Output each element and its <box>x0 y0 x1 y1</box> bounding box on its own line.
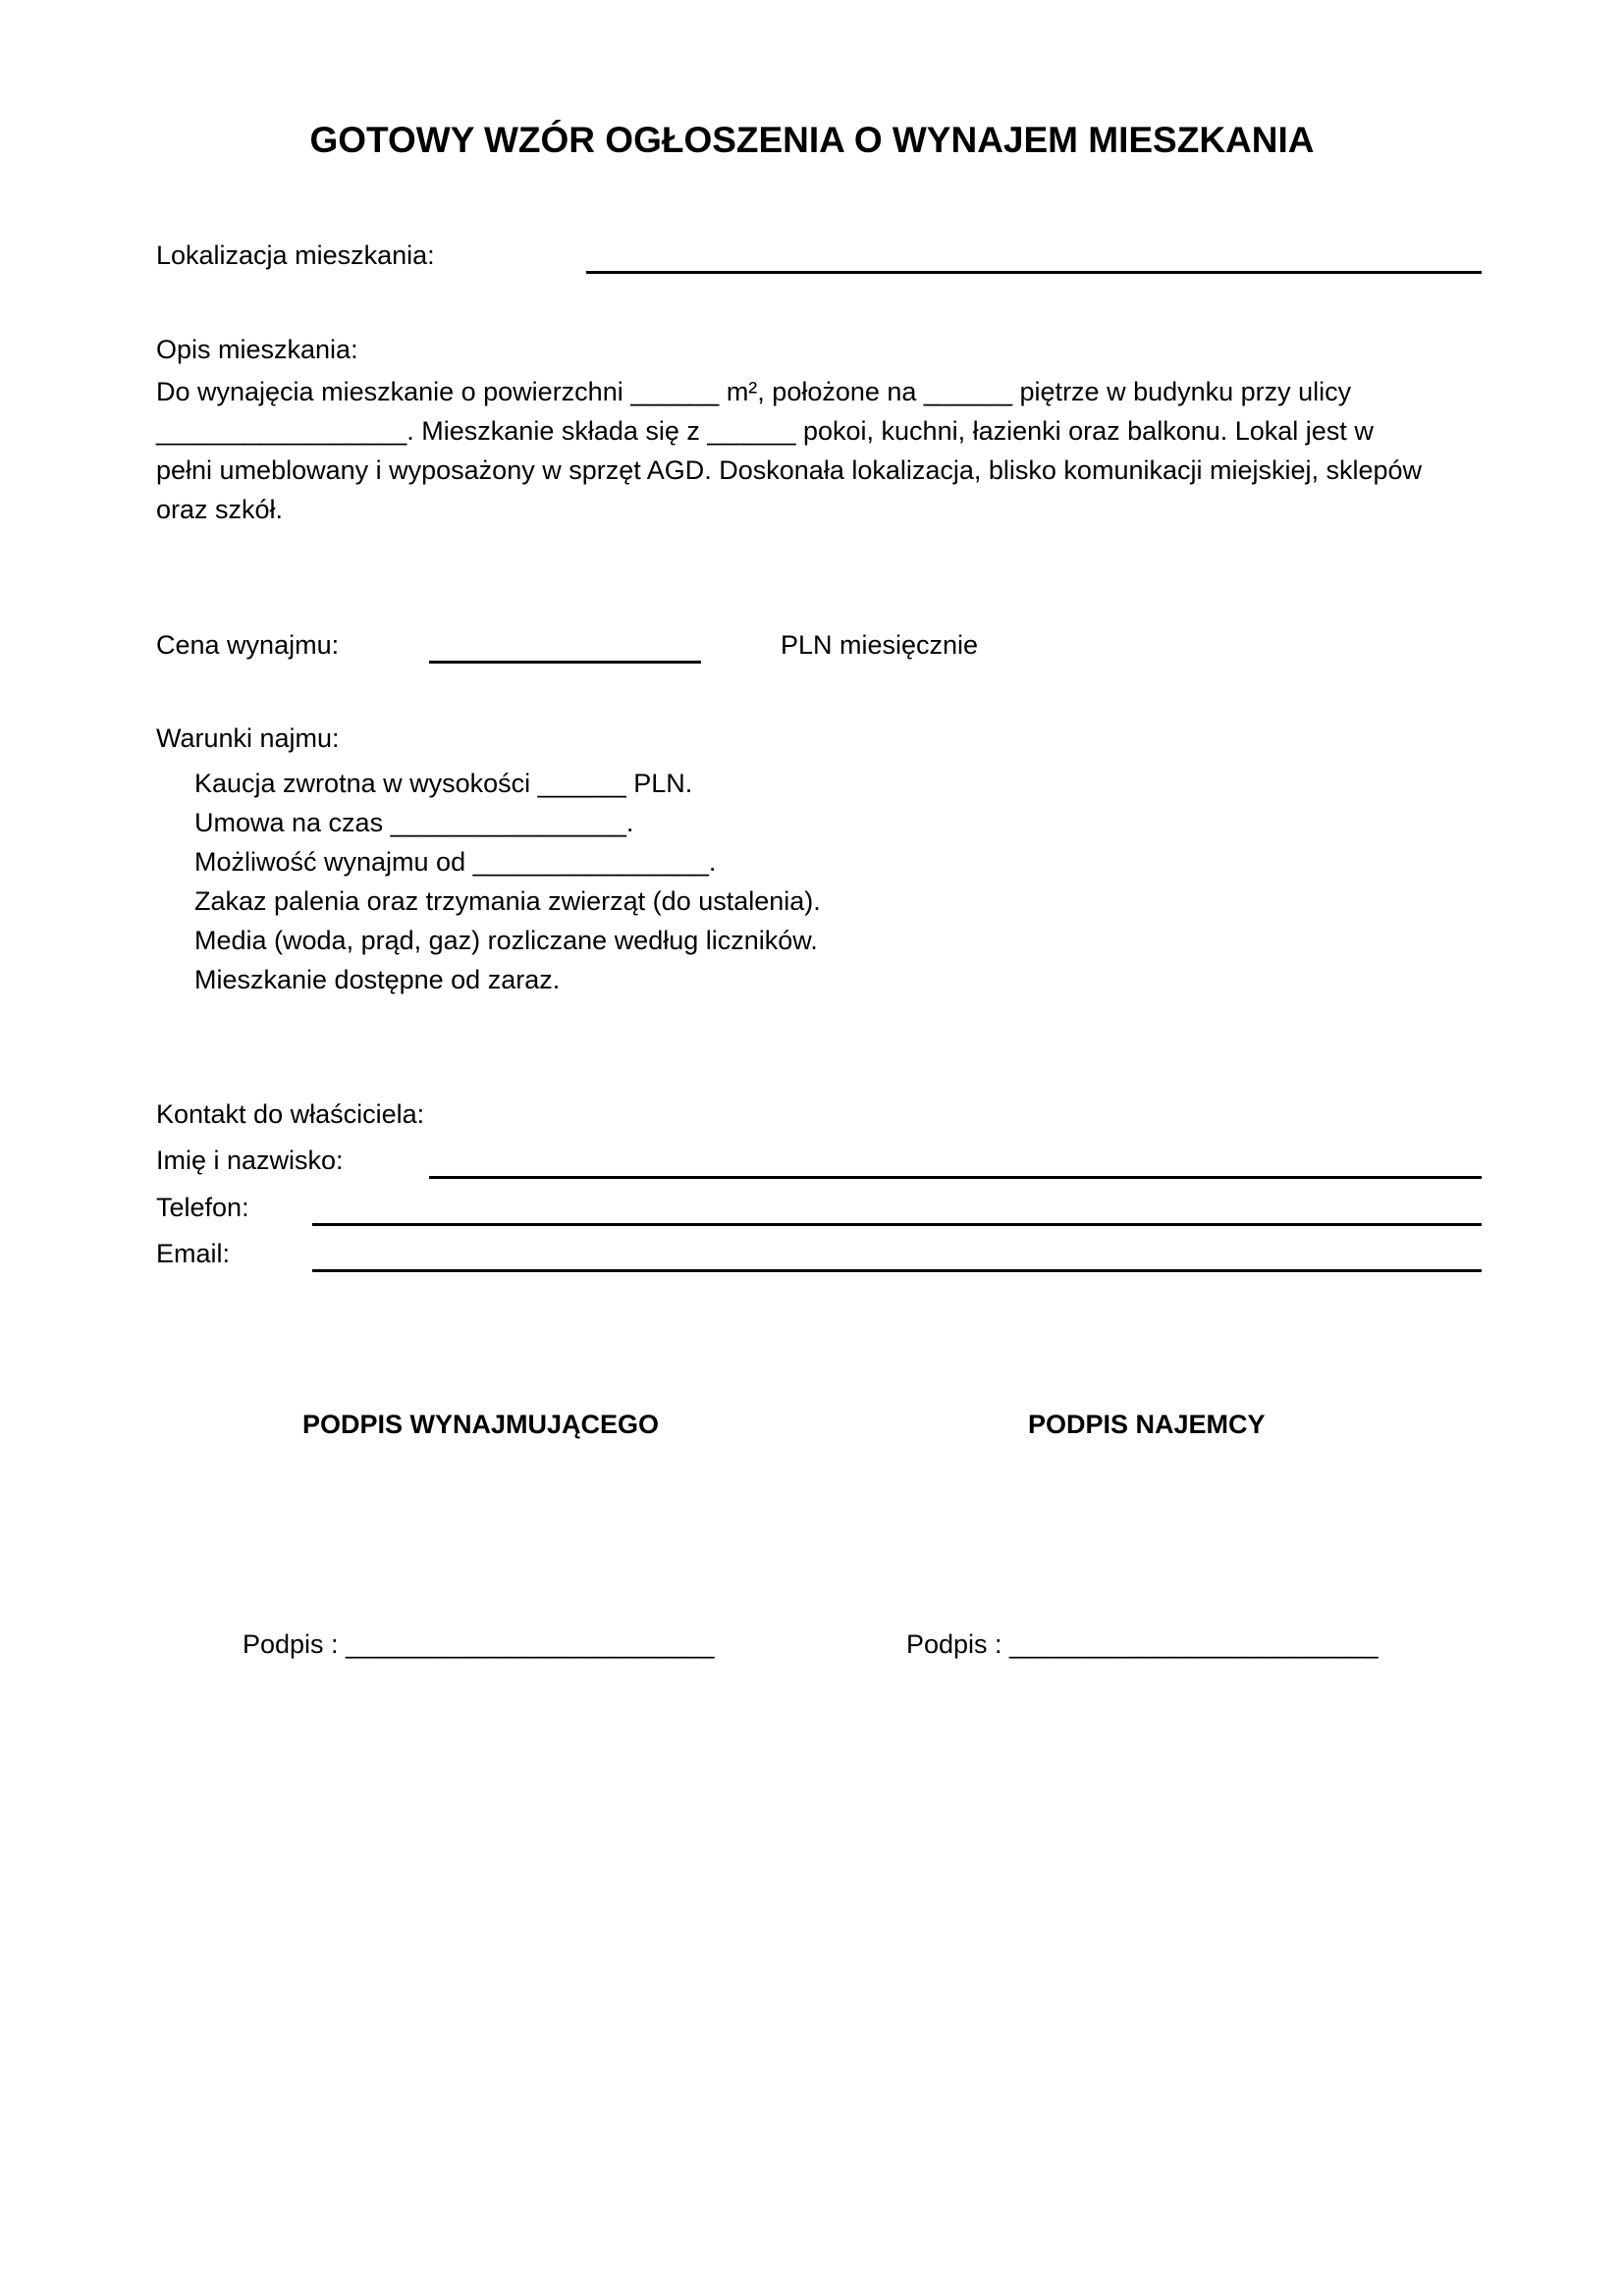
description-line: Do wynajęcia mieszkanie o powierzchni ______ m², położone na ______ piętrze w budynku przy ulicy <box>156 377 1352 406</box>
location-label: Lokalizacja mieszkania: <box>156 240 435 270</box>
tenant-signature-line[interactable]: Podpis : _________________________ <box>906 1629 1379 1659</box>
price-field-line[interactable] <box>429 661 701 664</box>
condition-item: Możliwość wynajmu od ________________. <box>194 847 717 877</box>
conditions-list <box>194 764 821 999</box>
condition-item: Zakaz palenia oraz trzymania zwierząt (do ustalenia). <box>194 886 821 916</box>
condition-item: Mieszkanie dostępne od zaraz. <box>194 965 561 994</box>
conditions-heading: Warunki najmu: <box>156 723 340 753</box>
description-line: oraz szkół. <box>156 495 284 524</box>
condition-item: Kaucja zwrotna w wysokości ______ PLN. <box>194 769 693 798</box>
email-field-line[interactable] <box>312 1269 1482 1272</box>
description-heading: Opis mieszkania: <box>156 335 358 364</box>
tenant-signature-heading: PODPIS NAJEMCY <box>1028 1410 1266 1439</box>
location-field-line[interactable] <box>586 271 1482 274</box>
description-paragraph <box>156 372 1491 529</box>
description-line: pełni umeblowany i wyposażony w sprzęt AGD. Doskonała lokalizacja, blisko komunikacji miejskiej, sklepów <box>156 455 1423 485</box>
email-label: Email: <box>156 1239 231 1268</box>
document-title: GOTOWY WZÓR OGŁOSZENIA O WYNAJEM MIESZKANIA <box>309 120 1315 160</box>
landlord-signature-line[interactable]: Podpis : _________________________ <box>243 1629 715 1659</box>
name-label: Imię i nazwisko: <box>156 1146 344 1175</box>
landlord-signature-heading: PODPIS WYNAJMUJĄCEGO <box>302 1410 660 1439</box>
price-label: Cena wynajmu: <box>156 630 340 660</box>
contact-heading: Kontakt do właściciela: <box>156 1099 425 1129</box>
phone-label: Telefon: <box>156 1193 249 1222</box>
price-unit: PLN miesięcznie <box>781 630 979 660</box>
description-line: _________________. Mieszkanie składa się z ______ pokoi, kuchni, łazienki oraz balkonu. Lokal jest w <box>156 416 1374 446</box>
condition-item: Umowa na czas ________________. <box>194 808 634 837</box>
phone-field-line[interactable] <box>312 1223 1482 1226</box>
condition-item: Media (woda, prąd, gaz) rozliczane według liczników. <box>194 926 818 955</box>
name-field-line[interactable] <box>429 1176 1482 1179</box>
